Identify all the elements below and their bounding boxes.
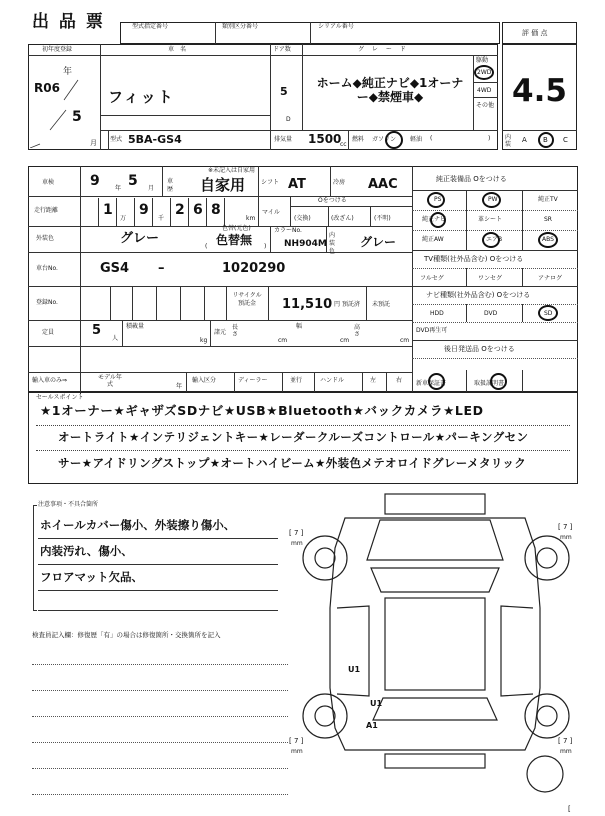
shaken-month: 5 <box>128 173 138 189</box>
shaken-year: 9 <box>90 173 100 189</box>
inspector-label: 検査員記入欄：修復歴「有」の場合は修復箇所・交換箇所を記入 <box>32 631 221 639</box>
damage-mark-2: U1 <box>370 699 383 708</box>
drive-selected-circle <box>474 65 494 80</box>
tread-fr: [ 7 ] <box>558 523 573 531</box>
car-name: フィット <box>108 88 175 106</box>
model-code: 5BA-GS4 <box>128 133 182 146</box>
sales-line-3: サー★アイドリングストップ★オートハイビーム★外装色メテオロイドグレーメタリック <box>58 456 527 470</box>
score-label: 評 価 点 <box>522 29 548 37</box>
note-line-1: ホイールカバー傷小、外装擦り傷小、 <box>40 518 236 532</box>
grade-label: グ レ ー ド <box>358 46 409 53</box>
grade-text: ホーム◆純正ナビ◆1オーナー◆禁煙車◆ <box>316 76 464 104</box>
type-no-label: 型式指定番号 <box>132 23 169 30</box>
door-label: ドア数 <box>273 46 291 53</box>
interior-grade-circle <box>538 132 554 148</box>
recycle-fee: 11,510 <box>282 297 333 312</box>
damage-mark-1: U1 <box>348 665 361 674</box>
mileage-digit-3: 2 <box>175 202 185 218</box>
color-number: NH904M <box>284 239 327 249</box>
drive-2wd: 2WD <box>477 69 492 76</box>
note-line-2: 内装汚れ、傷小、 <box>40 544 133 558</box>
chassis-number: 1020290 <box>222 261 286 276</box>
class-no-label: 類別区分番号 <box>222 23 259 30</box>
mileage-digit-4: 6 <box>193 202 203 218</box>
first-reg-month: 5 <box>72 109 82 125</box>
shift-type: AT <box>288 177 306 192</box>
mileage-digit-1: 1 <box>103 202 113 218</box>
car-history: 自家用 <box>200 176 246 194</box>
capacity: 5 <box>92 323 102 338</box>
chassis-prefix: GS4 <box>100 261 130 276</box>
tread-rl: [ 7 ] <box>289 737 304 745</box>
equip-abs: ABS <box>542 236 554 243</box>
equip-navi: 純正ナビ <box>422 216 447 223</box>
mileage-digit-5: 8 <box>211 202 221 218</box>
first-reg-diagonals <box>30 60 98 148</box>
later-warranty: 新車保証書 <box>416 380 447 387</box>
equipment-title: 純正装備品 Oをつける <box>436 175 507 183</box>
car-name-label: 車 名 <box>168 46 187 53</box>
navi-sd: SD <box>544 310 553 317</box>
fuel-gasoline: ガソリン <box>372 136 397 143</box>
equip-pw: PW <box>488 196 498 203</box>
ac-type: AAC <box>368 177 398 192</box>
equip-airbag: エアB <box>486 236 503 243</box>
sales-line-2: オートライト★インテリジェントキー★レーダークルーズコントロール★パーキングセン <box>58 430 529 444</box>
first-reg-year: R06 <box>34 81 60 95</box>
tread-rr: [ 7 ] <box>558 737 573 745</box>
score-value: 4.5 <box>512 73 567 109</box>
note-line-3: フロアマット欠品、 <box>40 570 144 584</box>
serial-no-label: シリアル番号 <box>318 23 354 30</box>
equip-ps: PS <box>434 196 442 203</box>
mileage-digit-2: 9 <box>139 202 149 218</box>
sales-line-1: ★1オーナー★ギャザズSDナビ★USB★Bluetooth★バックカメラ★LED <box>40 403 484 418</box>
exterior-color: グレー <box>120 231 160 246</box>
fuel-selected-circle <box>385 131 403 149</box>
tread-fl: [ 7 ] <box>289 529 304 537</box>
first-reg-label: 初年度登録 <box>42 46 73 53</box>
interior-color: グレー <box>360 235 397 249</box>
document-title: 出 品 票 <box>32 12 105 32</box>
damage-mark-3: A1 <box>366 721 378 730</box>
drive-label: 駆動 <box>476 57 489 64</box>
repaint-status: 色替無 <box>216 233 253 247</box>
displacement: 1500 <box>308 132 342 146</box>
later-manual: 取扱説明書 <box>474 380 505 387</box>
car-body-diagram <box>285 488 585 816</box>
door-count: 5 <box>280 85 288 98</box>
